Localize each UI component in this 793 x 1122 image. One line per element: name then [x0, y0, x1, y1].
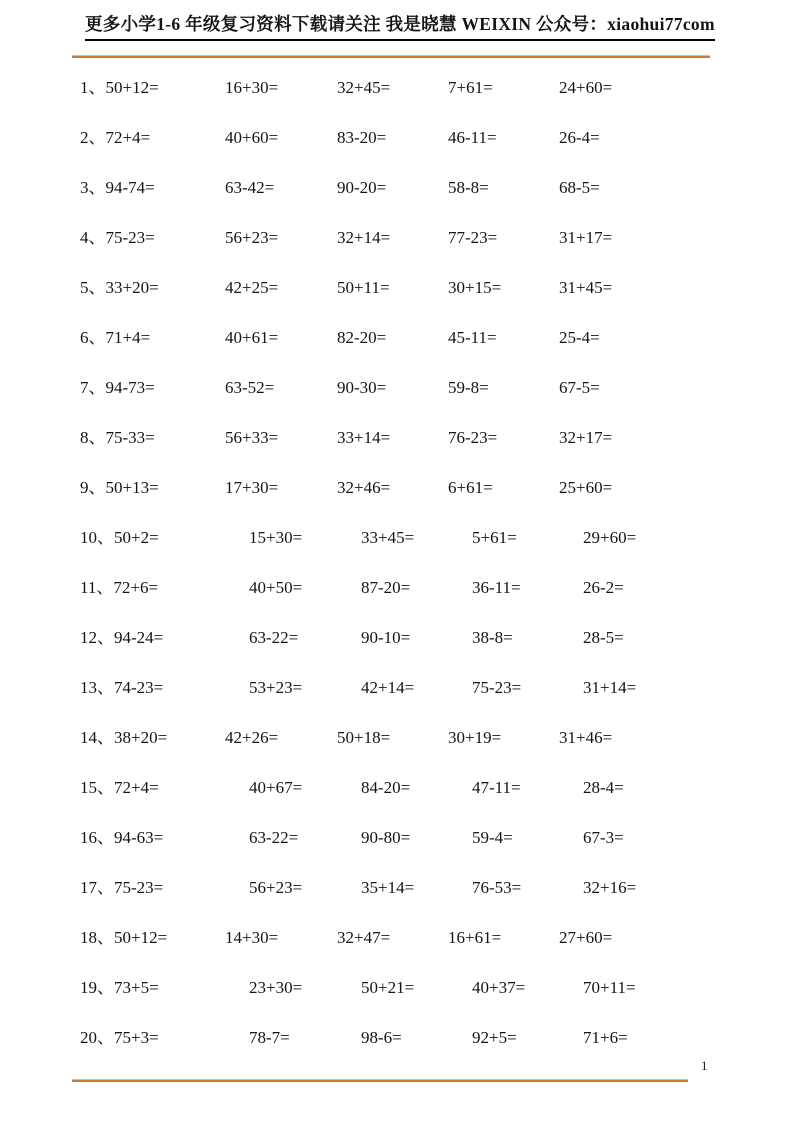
- problem-cell: [559, 63, 793, 113]
- problem-cell: [337, 863, 448, 913]
- problem-cell: [225, 213, 337, 263]
- problem-text: 77-23=: [448, 228, 498, 247]
- problem-text: 50+2=: [114, 528, 159, 547]
- problem-text: 75-23=: [472, 678, 522, 697]
- problem-text: 75-23=: [114, 878, 164, 897]
- problem-text: 5+61=: [472, 528, 517, 547]
- problem-cell: [448, 163, 559, 213]
- problem-row: [0, 763, 793, 813]
- problem-cell: [80, 1013, 225, 1063]
- problem-cell: [559, 813, 793, 863]
- row-number: 4、: [80, 228, 106, 247]
- problem-row: [0, 163, 793, 213]
- row-number: 18、: [80, 928, 114, 947]
- problem-text: 32+46=: [337, 478, 391, 497]
- problem-cell: [337, 363, 448, 413]
- row-number: 10、: [80, 528, 114, 547]
- problem-cell: [448, 113, 559, 163]
- problem-row: [0, 313, 793, 363]
- problem-cell: [225, 113, 337, 163]
- problem-row: [0, 113, 793, 163]
- problem-text: 26-2=: [583, 578, 624, 597]
- problem-text: 32+14=: [337, 228, 391, 247]
- row-number: 11、: [80, 578, 114, 597]
- row-number: 14、: [80, 728, 114, 747]
- problem-text: 90-30=: [337, 378, 387, 397]
- problem-text: 32+16=: [583, 878, 637, 897]
- problem-text: 94-63=: [114, 828, 164, 847]
- problem-text: 56+33=: [225, 428, 279, 447]
- problem-cell: [80, 363, 225, 413]
- problem-text: 32+17=: [559, 428, 613, 447]
- problem-text: 29+60=: [583, 528, 637, 547]
- problem-text: 32+45=: [337, 78, 391, 97]
- problem-cell: [225, 863, 337, 913]
- problem-cell: [80, 463, 225, 513]
- problem-cell: [337, 463, 448, 513]
- problem-cell: [337, 913, 448, 963]
- problem-text: 7+61=: [448, 78, 493, 97]
- problem-cell: [448, 263, 559, 313]
- row-number: 20、: [80, 1028, 114, 1047]
- problem-cell: [225, 563, 337, 613]
- problem-cell: [448, 713, 559, 763]
- page-number: 1: [701, 1058, 708, 1073]
- row-number: 13、: [80, 678, 114, 697]
- problem-cell: [559, 563, 793, 613]
- problem-row: [0, 363, 793, 413]
- problem-text: 46-11=: [448, 128, 497, 147]
- problem-text: 14+30=: [225, 928, 279, 947]
- problem-cell: [80, 763, 225, 813]
- problem-cell: [559, 463, 793, 513]
- problem-cell: [559, 913, 793, 963]
- problem-cell: [225, 713, 337, 763]
- problem-text: 56+23=: [225, 228, 279, 247]
- problem-text: 63-22=: [249, 828, 299, 847]
- problem-text: 76-23=: [448, 428, 498, 447]
- problem-cell: [448, 863, 559, 913]
- problem-cell: [559, 313, 793, 363]
- problem-text: 35+14=: [361, 878, 415, 897]
- problem-text: 74-23=: [114, 678, 164, 697]
- row-number: 3、: [80, 178, 106, 197]
- problem-text: 31+45=: [559, 278, 613, 297]
- row-number: 12、: [80, 628, 114, 647]
- row-number: 16、: [80, 828, 114, 847]
- problem-text: 78-7=: [249, 1028, 290, 1047]
- problem-text: 73+5=: [114, 978, 159, 997]
- problem-row: [0, 213, 793, 263]
- problem-cell: [337, 663, 448, 713]
- problem-text: 58-8=: [448, 178, 489, 197]
- problem-cell: [80, 863, 225, 913]
- problem-cell: [448, 1013, 559, 1063]
- row-number: 6、: [80, 328, 106, 347]
- problem-cell: [337, 163, 448, 213]
- problem-cell: [337, 813, 448, 863]
- problem-text: 28-5=: [583, 628, 624, 647]
- problem-cell: [80, 513, 225, 563]
- problem-text: 68-5=: [559, 178, 600, 197]
- problem-cell: [337, 563, 448, 613]
- problem-cell: [225, 163, 337, 213]
- problem-cell: [448, 663, 559, 713]
- problem-cell: [80, 563, 225, 613]
- problem-cell: [80, 663, 225, 713]
- problem-cell: [80, 163, 225, 213]
- problem-text: 59-8=: [448, 378, 489, 397]
- problem-cell: [80, 963, 225, 1013]
- problem-cell: [448, 913, 559, 963]
- problem-text: 17+30=: [225, 478, 279, 497]
- problem-text: 70+11=: [583, 978, 636, 997]
- problem-cell: [225, 763, 337, 813]
- problem-text: 50+11=: [337, 278, 390, 297]
- problem-cell: [448, 463, 559, 513]
- problem-cell: [80, 113, 225, 163]
- problem-text: 33+20=: [105, 278, 159, 297]
- footer-divider-line: [72, 1079, 688, 1082]
- problem-row: [0, 1013, 793, 1063]
- problem-text: 90-20=: [337, 178, 387, 197]
- problem-text: 83-20=: [337, 128, 387, 147]
- header-divider-line: [72, 55, 710, 58]
- problem-cell: [337, 413, 448, 463]
- problem-cell: [225, 963, 337, 1013]
- problem-text: 84-20=: [361, 778, 411, 797]
- problem-cell: [448, 413, 559, 463]
- problem-cell: [559, 413, 793, 463]
- row-number: 7、: [80, 378, 106, 397]
- problem-cell: [225, 613, 337, 663]
- problem-cell: [337, 713, 448, 763]
- row-number: 2、: [80, 128, 106, 147]
- problem-row: [0, 963, 793, 1013]
- problem-text: 40+60=: [225, 128, 279, 147]
- problem-row: [0, 913, 793, 963]
- problem-text: 26-4=: [559, 128, 600, 147]
- problem-row: [0, 63, 793, 113]
- problem-cell: [225, 313, 337, 363]
- problem-text: 50+12=: [105, 78, 159, 97]
- problem-text: 30+19=: [448, 728, 502, 747]
- problem-cell: [225, 63, 337, 113]
- problem-text: 94-74=: [105, 178, 155, 197]
- problem-text: 72+6=: [113, 578, 159, 597]
- problem-cell: [337, 113, 448, 163]
- problem-text: 27+60=: [559, 928, 613, 947]
- row-number: 8、: [80, 428, 106, 447]
- problem-text: 90-80=: [361, 828, 411, 847]
- problem-text: 50+18=: [337, 728, 391, 747]
- problem-text: 94-24=: [114, 628, 164, 647]
- problem-text: 75-23=: [105, 228, 155, 247]
- problem-cell: [80, 413, 225, 463]
- problem-cell: [337, 763, 448, 813]
- problem-cell: [80, 913, 225, 963]
- problem-cell: [559, 863, 793, 913]
- problem-cell: [559, 263, 793, 313]
- problem-cell: [559, 1013, 793, 1063]
- problem-cell: [448, 213, 559, 263]
- problem-text: 31+17=: [559, 228, 613, 247]
- problem-cell: [559, 213, 793, 263]
- problem-cell: [448, 313, 559, 363]
- problem-cell: [80, 713, 225, 763]
- problem-cell: [337, 63, 448, 113]
- problem-cell: [225, 463, 337, 513]
- problem-text: 92+5=: [472, 1028, 517, 1047]
- problem-cell: [337, 1013, 448, 1063]
- problem-cell: [337, 513, 448, 563]
- problem-text: 75+3=: [114, 1028, 159, 1047]
- problem-text: 40+50=: [249, 578, 303, 597]
- problem-text: 94-73=: [105, 378, 155, 397]
- problem-text: 38+20=: [114, 728, 168, 747]
- problem-row: [0, 413, 793, 463]
- problem-row: [0, 563, 793, 613]
- problem-cell: [80, 813, 225, 863]
- problem-text: 90-10=: [361, 628, 411, 647]
- problem-cell: [80, 313, 225, 363]
- problem-text: 63-22=: [249, 628, 299, 647]
- problem-cell: [225, 1013, 337, 1063]
- problem-cell: [448, 813, 559, 863]
- problem-text: 16+61=: [448, 928, 502, 947]
- problem-cell: [559, 763, 793, 813]
- problem-text: 30+15=: [448, 278, 502, 297]
- problem-row: [0, 863, 793, 913]
- problem-text: 16+30=: [225, 78, 279, 97]
- problem-text: 59-4=: [472, 828, 513, 847]
- problem-row: [0, 513, 793, 563]
- problem-cell: [559, 963, 793, 1013]
- problem-cell: [559, 513, 793, 563]
- problem-cell: [225, 813, 337, 863]
- problem-cell: [448, 363, 559, 413]
- problem-text: 40+67=: [249, 778, 303, 797]
- problem-cell: [448, 613, 559, 663]
- problem-text: 36-11=: [472, 578, 521, 597]
- problem-text: 98-6=: [361, 1028, 402, 1047]
- problem-text: 25-4=: [559, 328, 600, 347]
- problem-text: 31+46=: [559, 728, 613, 747]
- problem-cell: [337, 313, 448, 363]
- problem-text: 33+14=: [337, 428, 391, 447]
- problem-text: 87-20=: [361, 578, 411, 597]
- problem-text: 40+37=: [472, 978, 526, 997]
- problem-cell: [559, 713, 793, 763]
- problem-row: [0, 613, 793, 663]
- problem-text: 15+30=: [249, 528, 303, 547]
- problem-text: 67-3=: [583, 828, 624, 847]
- problem-cell: [337, 613, 448, 663]
- problem-text: 38-8=: [472, 628, 513, 647]
- problem-cell: [559, 113, 793, 163]
- problem-cell: [225, 263, 337, 313]
- problem-cell: [225, 513, 337, 563]
- problem-cell: [448, 513, 559, 563]
- problem-cell: [225, 363, 337, 413]
- problem-text: 63-52=: [225, 378, 275, 397]
- problem-text: 82-20=: [337, 328, 387, 347]
- problem-cell: [337, 263, 448, 313]
- problem-grid: [0, 63, 793, 1063]
- problem-text: 6+61=: [448, 478, 493, 497]
- problem-cell: [559, 163, 793, 213]
- problem-text: 42+26=: [225, 728, 279, 747]
- problem-cell: [448, 763, 559, 813]
- row-number: 9、: [80, 478, 106, 497]
- row-number: 1、: [80, 78, 106, 97]
- problem-text: 50+13=: [105, 478, 159, 497]
- problem-text: 63-42=: [225, 178, 275, 197]
- problem-cell: [559, 663, 793, 713]
- problem-text: 76-53=: [472, 878, 522, 897]
- problem-text: 50+21=: [361, 978, 415, 997]
- problem-text: 75-33=: [105, 428, 155, 447]
- problem-text: 50+12=: [114, 928, 168, 947]
- problem-cell: [80, 213, 225, 263]
- problem-cell: [80, 263, 225, 313]
- problem-text: 71+4=: [105, 328, 151, 347]
- problem-text: 31+14=: [583, 678, 637, 697]
- problem-text: 47-11=: [472, 778, 521, 797]
- problem-text: 71+6=: [583, 1028, 628, 1047]
- problem-row: [0, 463, 793, 513]
- problem-cell: [337, 963, 448, 1013]
- problem-text: 33+45=: [361, 528, 415, 547]
- problem-text: 42+25=: [225, 278, 279, 297]
- row-number: 17、: [80, 878, 114, 897]
- problem-text: 24+60=: [559, 78, 613, 97]
- problem-text: 28-4=: [583, 778, 624, 797]
- problem-cell: [80, 613, 225, 663]
- problem-text: 72+4=: [114, 778, 159, 797]
- problem-cell: [225, 913, 337, 963]
- problem-row: [0, 263, 793, 313]
- problem-cell: [225, 663, 337, 713]
- problem-text: 67-5=: [559, 378, 600, 397]
- problem-text: 25+60=: [559, 478, 613, 497]
- problem-row: [0, 813, 793, 863]
- problem-text: 72+4=: [105, 128, 151, 147]
- header-notice: 更多小学1-6 年级复习资料下载请关注 我是晓慧 WEIXIN 公众号：xiaohui77com: [85, 11, 715, 41]
- problem-text: 53+23=: [249, 678, 303, 697]
- problem-cell: [448, 563, 559, 613]
- problem-cell: [559, 363, 793, 413]
- problem-cell: [80, 63, 225, 113]
- problem-cell: [337, 213, 448, 263]
- problem-cell: [448, 63, 559, 113]
- row-number: 5、: [80, 278, 106, 297]
- row-number: 15、: [80, 778, 114, 797]
- problem-cell: [448, 963, 559, 1013]
- problem-text: 23+30=: [249, 978, 303, 997]
- problem-text: 42+14=: [361, 678, 415, 697]
- problem-text: 56+23=: [249, 878, 303, 897]
- problem-text: 32+47=: [337, 928, 391, 947]
- problem-row: [0, 713, 793, 763]
- problem-cell: [225, 413, 337, 463]
- problem-cell: [559, 613, 793, 663]
- problem-row: [0, 663, 793, 713]
- problem-text: 45-11=: [448, 328, 497, 347]
- row-number: 19、: [80, 978, 114, 997]
- problem-text: 40+61=: [225, 328, 279, 347]
